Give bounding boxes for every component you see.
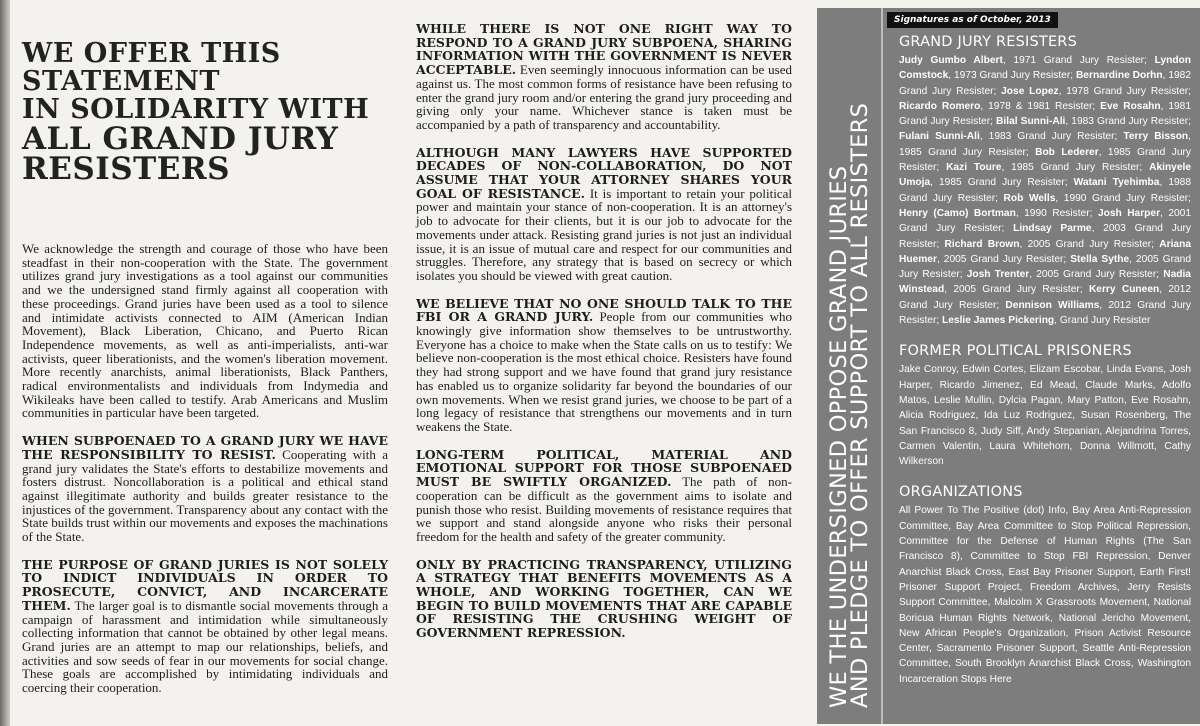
headline-line-4: RESISTERS xyxy=(22,151,231,187)
resister-name: Bernardine Dorhn xyxy=(1075,70,1163,82)
resister-name: Nadia Winstead xyxy=(899,269,1191,296)
resister-note: , 1985 Grand Jury Resister; xyxy=(930,177,1074,189)
resister-name: Kerry Cuneen xyxy=(1088,284,1160,296)
prisoners-list: Jake Conroy, Edwin Cortes, Elizam Escobar, Linda Evans, Josh Harper, Ricardo Jimenez, Ed Mead, Claude Marks, Adolfo Matos, Leslie Mullin, Dylcia Pagan, Mary Patton, Eve Rosahn, Alicia Rodriguez, Ida Luz Rodriguez, Susan Rosenberg, The San Francisco 8, Judy Siff, Andy Stepanian, Alejandrina Torres, Carmen Valentin, Laura Whitehorn, Donna Willmott, Cathy Wilkerson xyxy=(899,364,1191,468)
paragraph-body: It is important to retain your political power and maintain your stance of non-cooperation. It is an attorney's job to advocate for their clients, but it is our job to advocate for the movements under attack. Resisting grand juries is not just an individual issue, it is an issue of mutual care and respect for our communities and struggles. Therefore, any strategy that is based on secrecy or which isolates you should be viewed with great caution. xyxy=(416,185,792,283)
resisters-section xyxy=(899,34,1191,328)
resister-note: , 2005 Grand Jury Resister; xyxy=(1029,269,1164,281)
purpose-paragraph xyxy=(22,558,388,695)
resister-note: , 2012 Grand Jury Resister; xyxy=(899,284,1192,311)
paragraph-lead: ONLY BY PRACTICING TRANSPARENCY, UTILIZING A STRATEGY THAT BENEFITS MOVEMENTS AS A WHOLE, AND WORKING TOGETHER, CAN WE BEGIN TO BUILD MOVEMENTS THAT ARE CAPABLE OF RESISTING THE CRUSHING WEIGHT OF GOVERNMENT REPRESSION. xyxy=(416,556,792,641)
vertical-pledge-text xyxy=(826,28,873,708)
resister-note: , 1983 Grand Jury Resister; xyxy=(1065,116,1191,128)
resister-name: Josh Trenter xyxy=(966,269,1030,281)
resister-name: Richard Brown xyxy=(944,238,1020,250)
resister-note: , 1990 Resister; xyxy=(1015,207,1098,219)
resister-name: Fulani Sunni-Ali xyxy=(899,131,980,143)
resister-note: , Grand Jury Resister xyxy=(1054,315,1151,327)
resister-note: , 2001 Grand Jury Resister; xyxy=(899,207,1192,235)
column-middle xyxy=(416,22,792,640)
paragraph-body: Even seemingly innocuous information can be used against us. The most common forms of resistance have been refusing to enter the grand jury room and/or entering the grand jury proceeding and giving only your name. Whichever stance is taken must be accompanied by a path of transparency and accountability. xyxy=(416,62,792,132)
responsibility-paragraph xyxy=(22,434,388,544)
resister-note: , 1983 Grand Jury Resister; xyxy=(979,131,1124,143)
paragraph-lead: LONG-TERM POLITICAL, MATERIAL AND EMOTIONAL SUPPORT FOR THOSE SUBPOENAED MUST BE SWIFTLY ORGANIZED. xyxy=(416,446,792,490)
resister-name: Bilal Sunni-Ali xyxy=(996,116,1066,128)
paragraph-body: Cooperating with a grand jury validates the State's efforts to destabilize movements and fosters distrust. Noncollaboration is a political and ethical stand against illegitimate authority and builds greater resistance to the injustices of the government. Transparency about any contact with the State builds trust within our movements and exposes the machinations of the State. xyxy=(22,446,388,545)
resister-note: , 2003 Grand Jury Resister; xyxy=(899,223,1191,250)
resister-name: Eve Rosahn xyxy=(1100,100,1161,112)
pledge-line-2: AND PLEDGE TO OFFER SUPPORT TO ALL RESISTERS xyxy=(847,102,873,708)
resister-note: , 1985 Grand Jury Resister; xyxy=(1001,162,1150,174)
resister-name: Kazi Toure xyxy=(946,162,1002,174)
prisoners-section xyxy=(899,343,1191,469)
resister-note: , 1973 Grand Jury Resister; xyxy=(948,70,1076,82)
resister-note: , 1971 Grand Jury Resister; xyxy=(1002,55,1155,66)
resister-name: Dennison Williams xyxy=(1005,299,1100,311)
resister-name: Josh Harper xyxy=(1097,207,1161,219)
page-edge xyxy=(0,0,10,726)
paragraph-lead: THE PURPOSE OF GRAND JURIES IS NOT SOLELY TO INDICT INDIVIDUALS IN ORDER TO PROSECUTE, CONVICT, AND INCARCERATE THEM. xyxy=(22,556,388,613)
resisters-title: GRAND JURY RESISTERS xyxy=(899,34,1077,50)
resister-name: Terry Bisson xyxy=(1123,131,1189,143)
column-left xyxy=(22,0,388,695)
resister-name: Bob Lederer xyxy=(1035,146,1099,158)
resister-note: , 1985 Grand Jury Resister; xyxy=(899,131,1191,158)
headline-line-2: IN SOLIDARITY WITH xyxy=(22,94,370,125)
resister-note: , 1982 Grand Jury Resister; xyxy=(899,70,1192,97)
paragraph-body: The larger goal is to dismantle social movements through a campaign of harassment and intimidation while simultaneously collecting information that cannot be obtained by other legal means. Grand juries are an attempt to map our relationships, beliefs, and activities and sow seeds of fear in our movements for social change. These goals are accomplished by intimidating individuals and coercing their cooperation. xyxy=(22,597,388,696)
resister-name: Lyndon Comstock xyxy=(899,55,1191,82)
resister-note: , 1985 Grand Jury Resister; xyxy=(899,146,1191,174)
resister-name: Judy Gumbo Albert xyxy=(899,55,1003,66)
resisters-list xyxy=(899,53,1191,328)
resister-name: Stella Sythe xyxy=(1070,253,1130,265)
signatures-date-tag: Signatures as of October, 2013 xyxy=(887,12,1058,28)
pledge-line-1: WE THE UNDERSIGNED OPPOSE GRAND JURIES xyxy=(826,165,852,708)
transparency-paragraph xyxy=(416,558,792,640)
headline-line-3: ALL GRAND JURY xyxy=(22,121,339,157)
organizations-list: All Power To The Positive (dot) Info, Bay Area Anti-Repression Committee, Bay Area Committee to Stop Political Repression, Committee for the Defense of Human Rights (The San Francisco 8), Committee to Stop FBI Repression, Denver Anarchist Black Cross, East Bay Prisoner Support, Earth First! Prisoner Support Project, Freedom Archives, Jerry Resists Support Committee, Malcolm X Grassroots Movement, National Boricua Human Rights Network, National Jericho Movement, New African People's Organization, Prison Activist Resource Center, Sacramento Prisoner Support, Seattle Anti-Repression Committee, South Brooklyn Anarchist Black Cross, Washington Incarceration Stops Here xyxy=(899,505,1191,685)
intro-paragraph: We acknowledge the strength and courage of those who have been steadfast in their non-cooperation with the State. The government utilizes grand jury investigations as a tool against our communities and we the undersigned stand firmly against all cooperation with these proceedings. Grand juries have been used as a tool to silence and intimidate activists connected to AIM (American Indian Movement), Black Liberation, Chicano, and Puerto Rican Independence movements, as well as anti-imperialists, anti-war activists, queer liberationists, and the women's liberation movement. More recently anarchists, animal liberationists, Black Panthers, radical environmentalists and individuals from Indymedia and Wikileaks have been called to testify. Arab Americans and Muslim communities in particular have been targeted. xyxy=(22,241,388,421)
resister-name: Leslie James Pickering xyxy=(942,315,1055,327)
paragraph-lead: ALTHOUGH MANY LAWYERS HAVE SUPPORTED DECADES OF NON-COLLABORATION, DO NOT ASSUME THAT YOUR ATTORNEY SHARES YOUR GOAL OF RESISTANCE. xyxy=(416,144,792,201)
resister-note: , 2005 Grand Jury Resister; xyxy=(944,284,1089,296)
organizations-title: ORGANIZATIONS xyxy=(899,484,1023,501)
vertical-banner xyxy=(817,8,881,724)
paragraph-body: The path of non-cooperation can be difficult as the government aims to isolate and punish those who resist. Building movements of resistance requires that we support and stand alongside anyone who risks their personal freedom for the health and safety of the greater community. xyxy=(416,474,792,544)
resister-note: , 1978 & 1981 Resister; xyxy=(980,100,1101,112)
resister-note: , 1988 Grand Jury Resister; xyxy=(899,177,1191,204)
resister-name: Lindsay Parme xyxy=(1013,223,1092,235)
resister-note: , 2005 Grand Jury Resister; xyxy=(899,253,1191,281)
paragraph-body: People from our communities who knowingly give information show themselves to be untrustworthy. Everyone has a choice to make when the State calls on us to testify: We believe non-cooperation is the most ethical choice. Resisters have found they had strong support and we have found that grand jury resistance has enabled us to organize solidarity far beyond the boundaries of our own movements. When we resist grand juries, we choose to be part of a long legacy of resistance that strengthens our movements and in turn weakens the State. xyxy=(416,309,792,434)
support-paragraph xyxy=(416,448,792,544)
resister-note: , 1981 Grand Jury Resister; xyxy=(899,100,1191,128)
signature-lists xyxy=(899,34,1191,702)
paragraph-lead: WE BELIEVE THAT NO ONE SHOULD TALK TO THE FBI OR A GRAND JURY. xyxy=(416,295,792,325)
resister-note: , 1978 Grand Jury Resister; xyxy=(1058,85,1192,97)
prisoners-title: FORMER POLITICAL PRISONERS xyxy=(899,343,1132,360)
resister-note: , 2012 Grand Jury Resister; xyxy=(899,299,1192,327)
paragraph-lead: WHEN SUBPOENAED TO A GRAND JURY WE HAVE THE RESPONSIBILITY TO RESIST. xyxy=(22,433,388,462)
resister-note: , 1990 Grand Jury Resister; xyxy=(1055,192,1191,204)
resister-name: Ricardo Romero xyxy=(899,100,981,112)
resister-note: , 2005 Grand Jury Resister; xyxy=(1019,238,1160,250)
resister-name: Henry (Camo) Bortman xyxy=(899,207,1016,219)
signatures-panel xyxy=(817,8,1200,724)
resister-name: Jose Lopez xyxy=(1001,85,1059,97)
resister-name: Rob Wells xyxy=(1003,192,1056,204)
panel-divider xyxy=(881,8,883,724)
resister-note: , 2005 Grand Jury Resister; xyxy=(936,253,1071,265)
headline-line-1: WE OFFER THIS STATEMENT xyxy=(22,38,281,97)
organizations-section xyxy=(899,484,1191,687)
no-one-talk-paragraph xyxy=(416,297,792,434)
lawyers-paragraph xyxy=(416,146,792,283)
paragraph-lead: WHILE THERE IS NOT ONE RIGHT WAY TO RESPOND TO A GRAND JURY SUBPOENA, SHARING INFORMATION WITH THE GOVERNMENT IS NEVER ACCEPTABLE. xyxy=(416,21,792,78)
resister-name: Ariana Huemer xyxy=(899,238,1191,265)
statement-headline xyxy=(22,38,388,187)
resister-name: Watani Tyehimba xyxy=(1073,177,1160,189)
no-right-way-paragraph xyxy=(416,22,792,132)
resister-name: Akinyele Umoja xyxy=(899,162,1191,189)
